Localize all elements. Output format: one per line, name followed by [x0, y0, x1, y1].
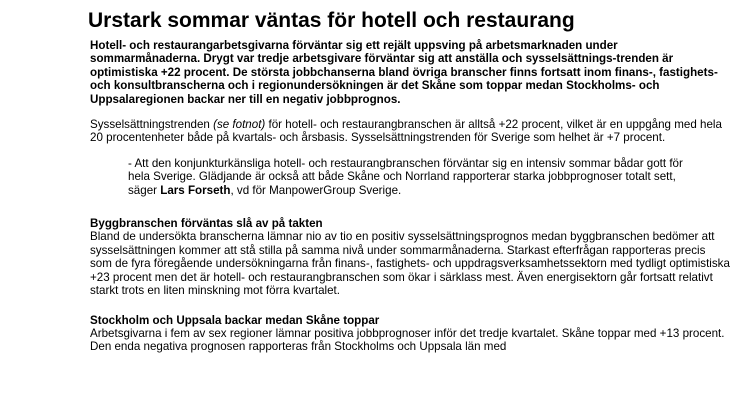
quote-speaker: Lars Forseth [160, 183, 231, 197]
section-heading-construction: Byggbranschen förväntas slå av på takten [90, 217, 323, 231]
ceo-quote [128, 157, 688, 197]
quote-text: - Att den konjunkturkänsliga hotell- och restaurangbranschen förväntar sig en intensiv sommar bådar gott för hela Sverige. Glädjande är också att både Skåne och Norrland rapporterar starka jobbprognoser totalt sett, säger [128, 156, 683, 197]
article [90, 8, 730, 354]
paragraph-text-end: för hotell- och restaurangbranschen är alltså +22 procent, vilket är en uppgång med hela 20 procentenheter både på kvartals- och årsbasis. Sysselsättningstrenden för Sverige som helhet är +7 procent. [90, 118, 722, 145]
quote-attribution: , vd för ManpowerGroup Sverige. [230, 183, 402, 197]
article-title: Urstark sommar väntas för hotell och restaurang [88, 9, 575, 32]
section-body-regions: Arbetsgivarna i fem av sex regioner lämnar positiva jobbprognoser inför det tredje kvartalet. Skåne toppar med +13 procent. Den enda negativa prognosen rapporteras från Stockholms och Uppsala län med [90, 326, 725, 354]
article-lead: Hotell- och restaurangarbetsgivarna förväntar sig ett rejält uppsving på arbetsmarknaden under sommarmånaderna. Drygt var tredje arbetsgivare förväntar sig att anställa och sysselsättnings-trenden är optimistiska +22 procent. De största jobbchanserna bland övriga branscher finns fortsatt inom finans-, fastighets- och konsultbranscherna och i regionundersökningen är det Skåne som toppar medan Stockholms- och Uppsalaregionen backar ner till en negativ jobbprognos. [90, 39, 718, 106]
paragraph-text-start: Sysselsättningstrenden [90, 118, 214, 132]
employment-trend-paragraph [90, 118, 730, 145]
section-body-construction: Bland de undersökta branscherna lämnar nio av tio en positiv sysselsättningsprognos medan byggbranschen bedömer att sysselsättningen kommer att stå stilla på samma nivå under sommarmånaderna. Starkast efterfrågan rapporteras precis som de fyra föregående undersökningarna från finans-, fastighets- och uppdragsverksamhetssektorn med tydligt optimistiska +23 procent men det är hotell- och restaurangbranschen som ökar i särklass mest. Även energisektorn går fortsatt relativt starkt trots en liten minskning mot förra kvartalet. [90, 230, 730, 298]
footnote-reference: (se fotnot) [213, 118, 266, 132]
section-heading-regions: Stockholm och Uppsala backar medan Skåne toppar [90, 313, 380, 327]
